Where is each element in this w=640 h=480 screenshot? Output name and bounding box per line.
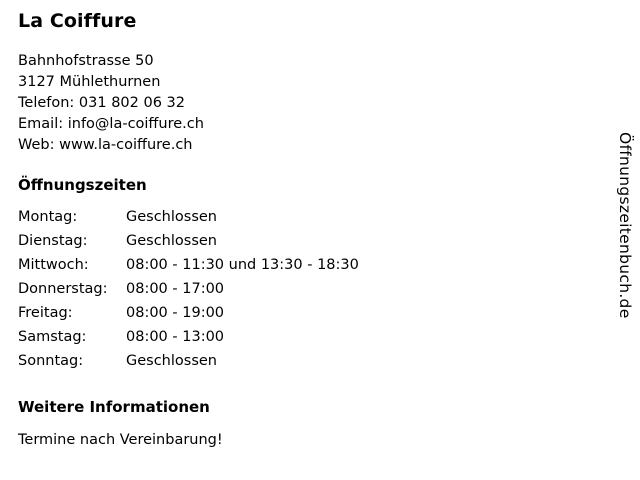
table-row (18, 232, 359, 256)
address-line-city: 3127 Mühlethurnen (18, 73, 161, 90)
hours-time-value: Geschlossen (126, 208, 217, 225)
more-information-heading: Weitere Informationen (18, 397, 210, 416)
opening-hours-heading: Öffnungszeiten (18, 175, 147, 194)
opening-hours-table (18, 208, 359, 376)
hours-day-label: Freitag: (18, 304, 73, 321)
table-row (18, 304, 359, 328)
address-line-web: Web: www.la-coiffure.ch (18, 136, 193, 153)
hours-time-value: 08:00 - 17:00 (126, 280, 225, 297)
hours-time-value: 08:00 - 13:00 (126, 328, 225, 345)
hours-time-value: 08:00 - 11:30 und 13:30 - 18:30 (126, 256, 359, 273)
address-line-email: Email: info@la-coiffure.ch (18, 115, 204, 132)
page-title: La Coiffure (18, 10, 137, 32)
hours-day-label: Donnerstag: (18, 280, 108, 297)
hours-day-label: Sonntag: (18, 352, 84, 369)
hours-day-label: Montag: (18, 208, 78, 225)
more-information-text: Termine nach Vereinbarung! (18, 431, 223, 448)
hours-day-label: Mittwoch: (18, 256, 89, 273)
hours-time-value: 08:00 - 19:00 (126, 304, 225, 321)
table-row (18, 256, 359, 280)
table-row (18, 352, 359, 376)
hours-time-value: Geschlossen (126, 352, 217, 369)
address-line-street: Bahnhofstrasse 50 (18, 52, 154, 69)
table-row (18, 280, 359, 304)
table-row (18, 328, 359, 352)
hours-time-value: Geschlossen (126, 232, 217, 249)
address-block (18, 51, 588, 156)
watermark-label: Öffnungszeitenbuch.de (616, 132, 634, 319)
content-column (18, 10, 588, 450)
address-line-phone: Telefon: 031 802 06 32 (18, 94, 186, 111)
hours-day-label: Dienstag: (18, 232, 88, 249)
table-row (18, 208, 359, 232)
hours-day-label: Samstag: (18, 328, 87, 345)
